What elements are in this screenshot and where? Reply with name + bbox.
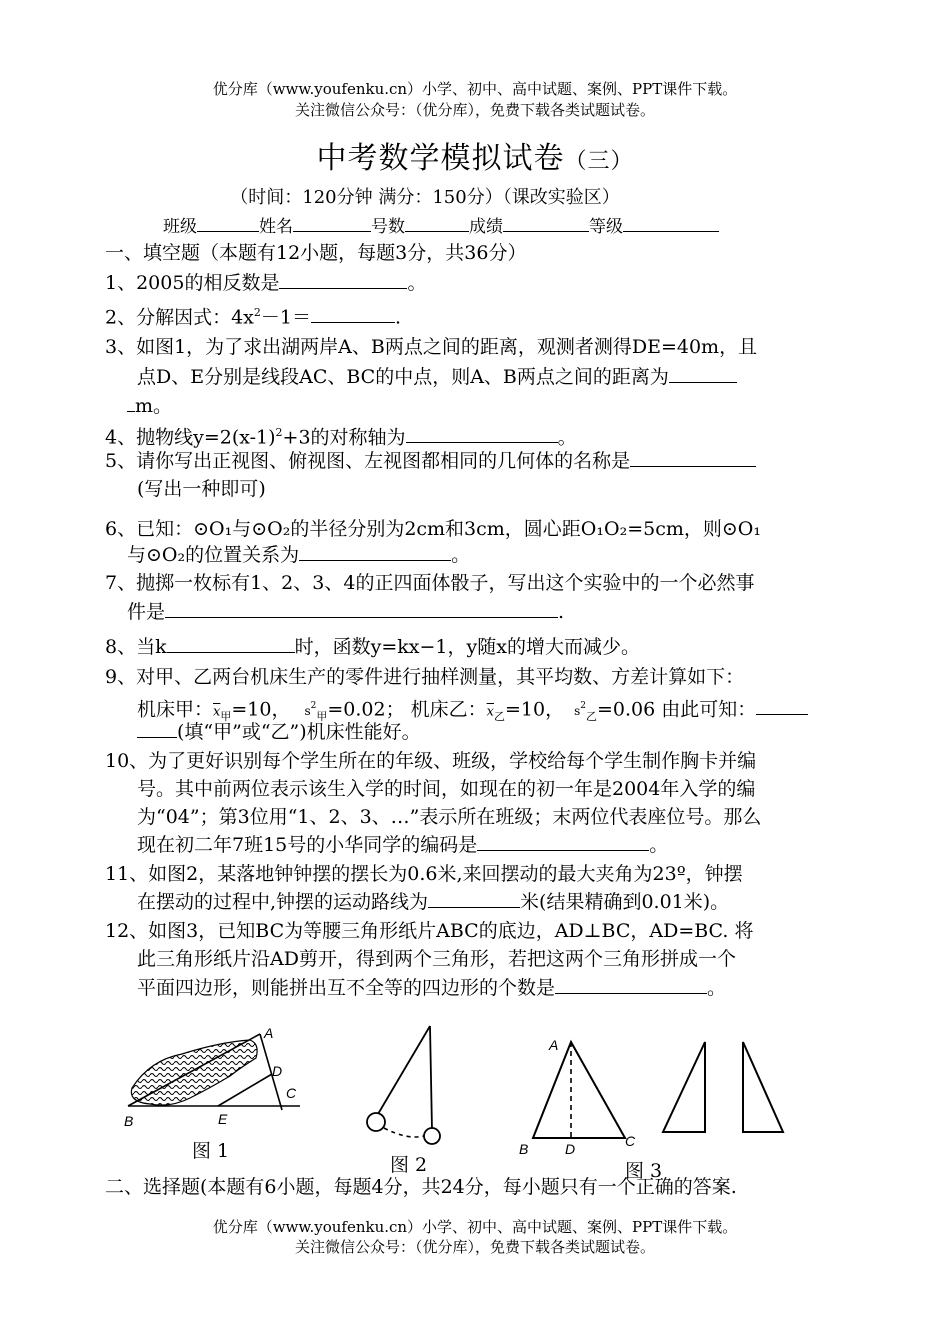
figure-3-triangles — [515, 1030, 805, 1160]
field-grade-label: 等级 — [589, 217, 623, 237]
q7-end: . — [558, 601, 565, 623]
q8-answer-blank — [167, 632, 295, 653]
question-12-line-3 — [137, 973, 897, 1003]
question-7-line-2 — [127, 597, 887, 627]
q10-end: 。 — [649, 834, 669, 856]
fig3-label-A: A — [549, 1037, 559, 1053]
q3-text: 点D、E分别是线段AC、BC的中点，则A、B两点之间的距离为 — [137, 366, 669, 388]
q4-end: 。 — [557, 426, 577, 449]
q3-answer-blank-cont — [127, 391, 135, 412]
question-5-line-1 — [105, 446, 865, 476]
q9-variance-symbol-b: s — [574, 704, 581, 719]
pendulum-right — [430, 1026, 432, 1130]
q1-end: 。 — [407, 272, 427, 294]
question-5-line-2: (写出一种即可) — [137, 478, 266, 500]
q4-text-a: 4、抛物线y=2(x-1) — [105, 426, 276, 449]
q3-answer-blank — [669, 362, 737, 383]
question-11-line-1: 11、如图2，某落地钟钟摆的摆长为0.6米,来回摆动的最大夹角为23º，钟摆 — [105, 863, 743, 885]
q9-machine-a-label: 机床甲： — [137, 698, 214, 721]
q9-sub-jia-1: 甲 — [220, 710, 232, 724]
q7-answer-blank — [165, 597, 558, 618]
figure-3-caption: 图 3 — [625, 1160, 663, 1182]
q9-machine-b-label: =0.02； 机床乙： — [327, 698, 487, 721]
question-1 — [105, 268, 865, 298]
question-3-line-1: 3、如图1，为了求出湖两岸A、B两点之间的距离，观测者测得DE=40m，且 — [105, 336, 758, 358]
question-9-line-1: 9、对甲、乙两台机床生产的零件进行抽样测量，其平均数、方差计算如下： — [105, 666, 745, 688]
q9-answer-blank — [756, 694, 808, 715]
q8-text-b: 时，函数y=kx−1，y随x的增大而减少。 — [294, 636, 640, 658]
title-suffix: （三） — [564, 149, 634, 174]
q2-end: . — [395, 306, 402, 329]
field-name-blank — [293, 213, 371, 232]
q10-answer-blank — [477, 830, 649, 851]
bob-left — [367, 1113, 385, 1131]
figure-1-caption: 图 1 — [192, 1140, 230, 1162]
footer-line-2: 关注微信公众号：（优分库），免费下载各类试题试卷。 — [294, 1238, 655, 1256]
field-class-blank — [197, 213, 259, 232]
q6-end: 。 — [451, 544, 471, 566]
question-3-line-3 — [127, 391, 887, 421]
q9-variance-symbol-a: s — [304, 704, 311, 719]
triangle-ABC — [533, 1042, 625, 1138]
figure-2-caption: 图 2 — [390, 1154, 428, 1176]
pendulum-left — [378, 1026, 430, 1114]
student-info-line — [163, 212, 719, 237]
fig1-label-E: E — [218, 1111, 228, 1127]
q6-answer-blank — [299, 540, 451, 561]
q4-text-b: +3的对称轴为 — [282, 426, 406, 449]
fig3-label-B: B — [519, 1141, 529, 1157]
q9-sub-yi-1: 乙 — [493, 710, 505, 724]
q1-text: 1、2005的相反数是 — [105, 272, 280, 294]
field-grade-blank — [623, 213, 719, 232]
question-3-line-2 — [137, 362, 897, 392]
q5-text: 5、请你写出正视图、俯视图、左视图都相同的几何体的名称是 — [105, 450, 631, 472]
q9-answer-blank-cont — [137, 717, 177, 738]
field-number-blank — [405, 213, 469, 232]
fig1-label-D: D — [272, 1063, 283, 1079]
question-10-line-3: 为“04”；第3位用“1、2、3、…”表示所在班级；末两位代表座位号。那么 — [137, 806, 762, 828]
question-9-line-2: 机床甲：$\overline{x}_甲=10$， $s^2_甲=0.02$； 机床乙：$\overline{x}_乙=10$， $s^2_乙=0.06$ 由此可知： — [137, 691, 897, 732]
fig1-label-A: A — [264, 1025, 274, 1041]
question-12-line-1: 12、如图3，已知BC为等腰三角形纸片ABC的底边，AD⊥BC，AD=BC. 将 — [105, 920, 754, 942]
page-title — [0, 133, 950, 177]
field-score-blank — [503, 213, 589, 232]
question-2 — [105, 298, 865, 332]
question-6-line-1: 6、已知：⊙O₁与⊙O₂的半径分别为2cm和3cm，圆心距O₁O₂=5cm，则⊙O₁ — [105, 518, 761, 540]
question-11-line-2 — [137, 887, 897, 917]
q3-unit: m。 — [135, 395, 173, 417]
q6-text: 与⊙O₂的位置关系为 — [127, 544, 300, 566]
q8-text-a: 8、当k — [105, 636, 167, 658]
piece-left — [663, 1042, 705, 1132]
q9-conclusion-text: =0.06 由此可知： — [597, 698, 757, 721]
fig1-label-B: B — [124, 1113, 134, 1129]
swing-arc — [384, 1128, 424, 1137]
q2-text-a: 2、分解因式：4x — [105, 306, 254, 329]
q5-answer-blank — [630, 446, 756, 467]
section-1-heading: 一、填空题（本题有12小题，每题3分，共36分） — [105, 242, 527, 264]
q2-text-b: －1＝ — [260, 306, 311, 329]
q7-text: 件是 — [127, 601, 166, 623]
q9-mean-symbol-b: $\overline{x}$ — [486, 704, 494, 720]
fig1-label-C: C — [286, 1085, 297, 1101]
q9-mean-a-value: =10， — [231, 698, 291, 721]
footer-line-1: 优分库（www.youfenku.cn）小学、初中、高中试题、案例、PPT课件下载。 — [212, 1218, 738, 1236]
bob-right — [424, 1128, 440, 1144]
q9-sub-jia-2: 甲 — [316, 710, 328, 724]
question-8 — [105, 632, 865, 662]
question-9-line-3 — [137, 717, 897, 747]
question-7-line-1: 7、抛掷一枚标有1、2、3、4的正四面体骰子，写出这个实验中的一个必然事 — [105, 572, 755, 594]
field-class-label: 班级 — [163, 217, 197, 237]
q2-answer-blank — [311, 302, 395, 323]
q11-text-a: 在摆动的过程中,钟摆的运动路线为 — [137, 891, 429, 913]
question-6-line-2 — [127, 540, 887, 570]
section-2-heading: 二、选择题(本题有6小题，每题4分，共24分，每小题只有一个正确的答案. — [105, 1176, 737, 1198]
question-12-line-2: 此三角形纸片沿AD剪开，得到两个三角形，若把这两个三角形拼成一个 — [137, 948, 736, 970]
title-main: 中考数学模拟试卷 — [316, 141, 565, 176]
q11-answer-blank — [428, 887, 520, 908]
fig3-label-C: C — [625, 1133, 636, 1149]
q9-mean-symbol-a: $\overline{x}$ — [213, 704, 221, 720]
q1-answer-blank — [279, 268, 407, 289]
exam-subtitle: （时间：120分钟 满分：150分）（课改实验区） — [230, 187, 620, 208]
question-10-line-4 — [137, 830, 897, 860]
q10-text: 现在初二年7班15号的小华同学的编码是 — [137, 834, 478, 856]
q12-end: 。 — [707, 977, 727, 999]
figure-2-pendulum — [352, 1018, 462, 1148]
field-number-label: 号数 — [371, 217, 405, 237]
header-line-2: 关注微信公众号：（优分库），免费下载各类试题试卷。 — [294, 101, 655, 119]
field-score-label: 成绩 — [469, 217, 503, 237]
q4-answer-blank — [406, 422, 558, 443]
header-line-1: 优分库（www.youfenku.cn）小学、初中、高中试题、案例、PPT课件下载。 — [212, 80, 738, 98]
question-10-line-1: 10、为了更好识别每个学生所在的年级、班级，学校给每个学生制作胸卡并编 — [105, 750, 757, 772]
field-name-label: 姓名 — [259, 217, 293, 237]
fig3-label-D: D — [565, 1141, 576, 1157]
q2-exponent: 2 — [253, 306, 261, 319]
q12-answer-blank — [555, 973, 707, 994]
piece-right — [743, 1042, 783, 1132]
q9-instruction: (填“甲”或“乙”)机床性能好。 — [177, 721, 421, 743]
lake-shape — [131, 1040, 257, 1105]
q11-text-b: 米(结果精确到0.01米)。 — [520, 891, 730, 913]
q12-text: 平面四边形，则能拼出互不全等的四边形的个数是 — [137, 977, 556, 999]
q9-mean-b-value: =10， — [504, 698, 565, 721]
q9-sub-yi-2: 乙 — [586, 710, 597, 724]
q4-exponent: 2 — [275, 426, 283, 439]
question-10-line-2: 号。其中前两位表示该生入学的时间，如现在的初一年是2004年入学的编 — [137, 778, 756, 800]
